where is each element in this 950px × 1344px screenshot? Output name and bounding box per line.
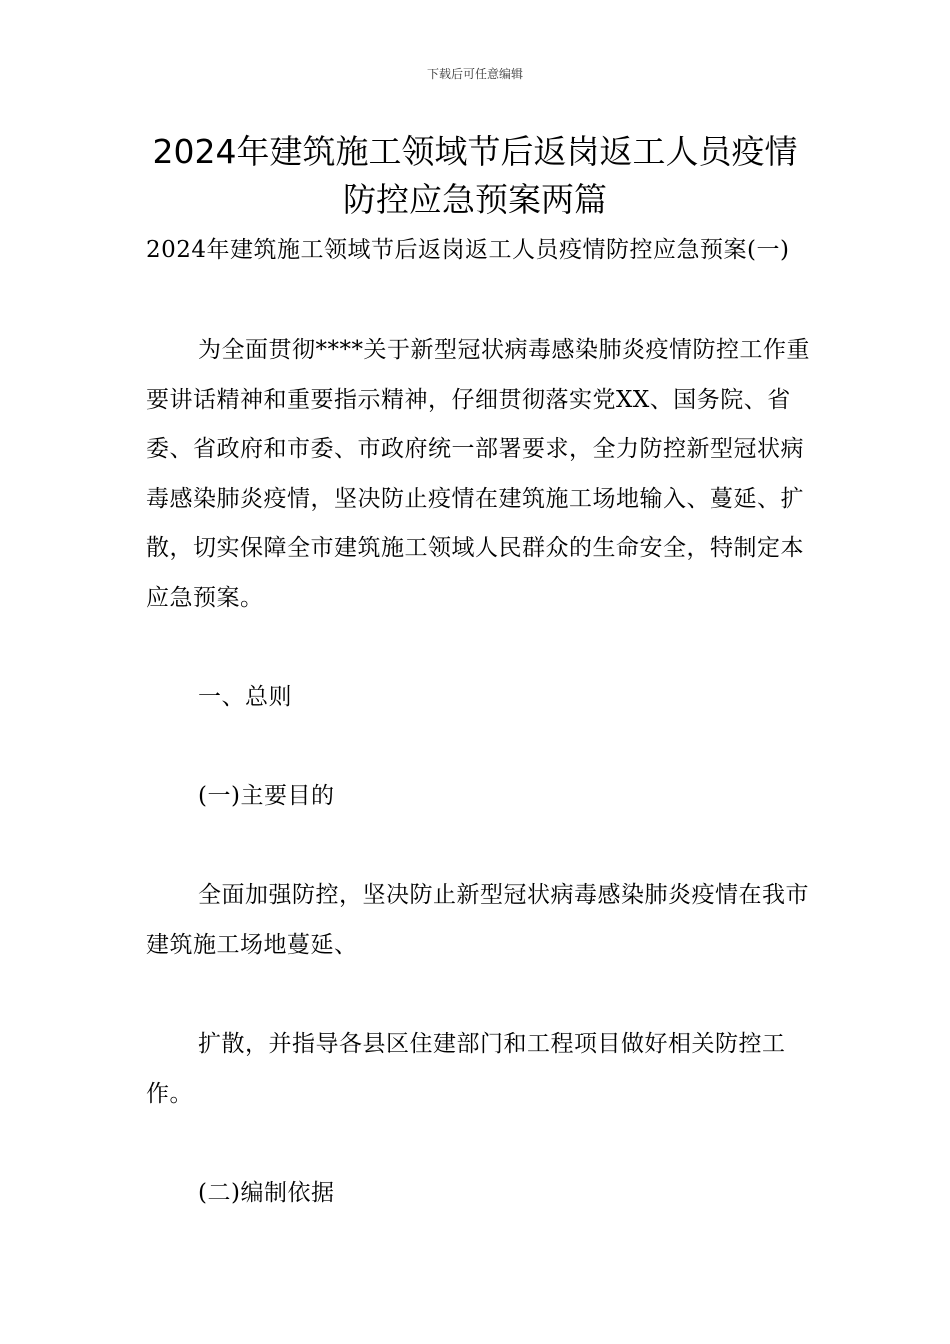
- intro-paragraph: 为全面贯彻****关于新型冠状病毒感染肺炎疫情防控工作重要讲话精神和重要指示精神，仔细贯彻落实党XX、国务院、省委、省政府和市委、市政府统一部署要求，全力防控新型冠状病毒感染肺炎疫情，坚决防止疫情在建筑施工场地输入、蔓延、扩散，切实保障全市建筑施工领域人民群众的生命安全，特制定本应急预案。: [146, 337, 810, 611]
- section-heading-general: 一、总则: [198, 684, 292, 710]
- purpose-paragraph-1: 全面加强防控，坚决防止新型冠状病毒感染肺炎疫情在我市建筑施工场地蔓延、: [146, 882, 809, 958]
- purpose-paragraph-2: 扩散，并指导各县区住建部门和工程项目做好相关防控工作。: [146, 1031, 786, 1107]
- document-subtitle: 2024年建筑施工领域节后返岗返工人员疫情防控应急预案(一): [146, 237, 790, 263]
- subsection-heading-purpose: (一)主要目的: [198, 783, 335, 809]
- document-title: 2024年建筑施工领域节后返岗返工人员疫情防控应急预案两篇: [152, 132, 798, 219]
- subsection-heading-basis: (二)编制依据: [198, 1180, 335, 1206]
- page-header: 下载后可任意编辑: [426, 67, 523, 81]
